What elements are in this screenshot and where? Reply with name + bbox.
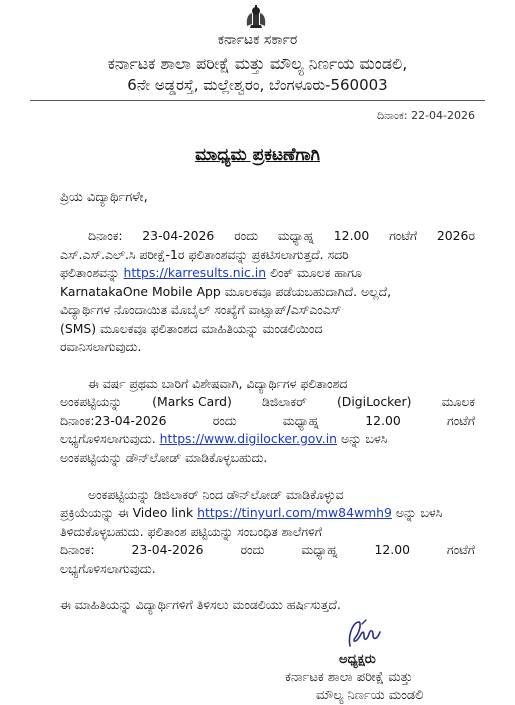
press-release-title: ಮಾಧ್ಯಮ ಪ್ರಕಟಣೆಗಾಗಿ: [195, 145, 320, 165]
digilocker-link[interactable]: https://www.digilocker.gov.in: [159, 431, 337, 446]
handwritten-signature: [342, 616, 386, 654]
para1-line3: ಫಲಿತಾಂಶವನ್ನು https://karresults.nic.in ಲಿಂಕ್ ಮೂಲಕ ಹಾಗೂ: [60, 265, 362, 280]
para3-line2: ಪ್ರಕ್ರಿಯೆಯನ್ನು ಈ Video link https://tinyurl.com/mw84wmh9 ಅನ್ನು ಬಳಸಿ: [60, 505, 443, 520]
para2-line5: ಅಂಕಪಟ್ಟಿಯನ್ನು ಡೌನ್‌ಲೋಡ್ ಮಾಡಿಕೊಳ್ಳಬಹುದು.: [60, 450, 268, 465]
karresults-link[interactable]: https://karresults.nic.in: [123, 265, 267, 280]
para3-line5: ಲಭ್ಯಗೊಳಿಸಲಾಗುವುದು.: [60, 561, 156, 576]
document-date: ದಿನಾಂಕ: 22-04-2026: [376, 109, 475, 122]
signatory-org-line1: ಕರ್ನಾಟಕ ಶಾಲಾ ಪರೀಕ್ಷೆ ಮತ್ತು: [285, 670, 413, 685]
header-government: ಕರ್ನಾಟಕ ಸರ್ಕಾರ: [217, 32, 298, 48]
government-emblem-icon: [241, 4, 271, 30]
para1-line4: KarnatakaOne Mobile App ಮೂಲಕವೂ ಪಡೆಯಬಹುದಾಗಿದೆ. ಅಲ್ಲದೆ,: [60, 284, 392, 299]
para1-line7: ರವಾನಿಸಲಾಗುವುದು.: [60, 339, 142, 354]
header-divider: [30, 100, 485, 101]
para2-line2: ಅಂಕಪಟ್ಟಿಯನ್ನು (Marks Card) ಡಿಜಿಲಾಕರ್ (DigiLocker) ಮೂಲಕ: [60, 394, 475, 409]
para1-line5: ವಿದ್ಯಾರ್ಥಿಗಳ ನೊಂದಾಯಿತ ಮೊಬೈಲ್ ಸಂಖ್ಯೆಗೆ ವಾಟ್ಸಾಪ್/ಎಸ್ಎಂಎಸ್: [60, 302, 342, 317]
signatory-title: ಅಧ್ಯಕ್ಷರು: [339, 652, 376, 667]
closing-sentence: ಈ ಮಾಹಿತಿಯನ್ನು ವಿದ್ಯಾರ್ಥಿಗಳಿಗೆ ತಿಳಿಸಲು ಮಂಡಲಿಯು ಹರ್ಷಿಸುತ್ತದೆ.: [60, 597, 341, 612]
salutation: ಪ್ರಿಯ ವಿದ್ಯಾರ್ಥಿಗಳೇ,: [60, 190, 148, 205]
para1-line6: (SMS) ಮೂಲಕವೂ ಫಲಿತಾಂಶದ ಮಾಹಿತಿಯನ್ನು ಮಂಡಲಿಯಿಂದ: [60, 321, 323, 336]
para3-line1: ಅಂಕಪಟ್ಟಿಯನ್ನು ಡಿಜಿಲಾಕರ್ ನಿಂದ ಡೌನ್‌ಲೋಡ್ ಮಾಡಿಕೊಳ್ಳುವ: [88, 487, 344, 502]
para2-line4: ಲಭ್ಯಗೊಳಿಸಲಾಗುವುದು. https://www.digilocker.gov.in ಅನ್ನು ಬಳಸಿ: [60, 431, 388, 446]
para2-line3: ದಿನಾಂಕ:23-04-2026 ರಂದು ಮಧ್ಯಾಹ್ನ 12.00 ಗಂಟೆಗೆ: [60, 413, 475, 428]
para3-line4: ದಿನಾಂಕ: 23-04-2026 ರಂದು ಮಧ್ಯಾಹ್ನ 12.00 ಗಂಟೆಗೆ: [60, 542, 475, 557]
para2-line1: ಈ ವರ್ಷ ಪ್ರಥಮ ಬಾರಿಗೆ ವಿಶೇಷವಾಗಿ, ವಿದ್ಯಾರ್ಥಿಗಳ ಫಲಿತಾಂಶದ: [88, 376, 348, 391]
video-tutorial-link[interactable]: https://tinyurl.com/mw84wmh9: [197, 505, 392, 520]
header-address: 6ನೇ ಅಡ್ಡರಸ್ತೆ, ಮಲ್ಲೇಶ್ವರಂ, ಬೆಂಗಳೂರು-560003: [127, 76, 388, 94]
header-board-name: ಕರ್ನಾಟಕ ಶಾಲಾ ಪರೀಕ್ಷೆ ಮತ್ತು ಮೌಲ್ಯ ನಿರ್ಣಯ ಮಂಡಲಿ,: [107, 54, 408, 73]
signatory-org-line2: ಮೌಲ್ಯ ನಿರ್ಣಯ ಮಂಡಲಿ: [316, 688, 424, 703]
para1-line1: ದಿನಾಂಕ: 23-04-2026 ರಂದು ಮಧ್ಯಾಹ್ನ 12.00 ಗಂಟೆಗೆ 2026ರ: [88, 228, 475, 243]
para1-line2: ಎಸ್.ಎಸ್.ಎಲ್.ಸಿ ಪರೀಕ್ಷೆ-1ರ ಫಲಿತಾಂಶವನ್ನು ಪ್ರಕಟಿಸಲಾಗುತ್ತದೆ. ಸದರಿ: [60, 247, 349, 262]
para3-line3: ತಿಳಿದುಕೊಳ್ಳಬಹುದು. ಫಲಿತಾಂಶ ಪಟ್ಟಿಯನ್ನು ಸಂಬಂಧಿತ ಶಾಲೆಗಳಿಗೆ: [60, 524, 322, 539]
